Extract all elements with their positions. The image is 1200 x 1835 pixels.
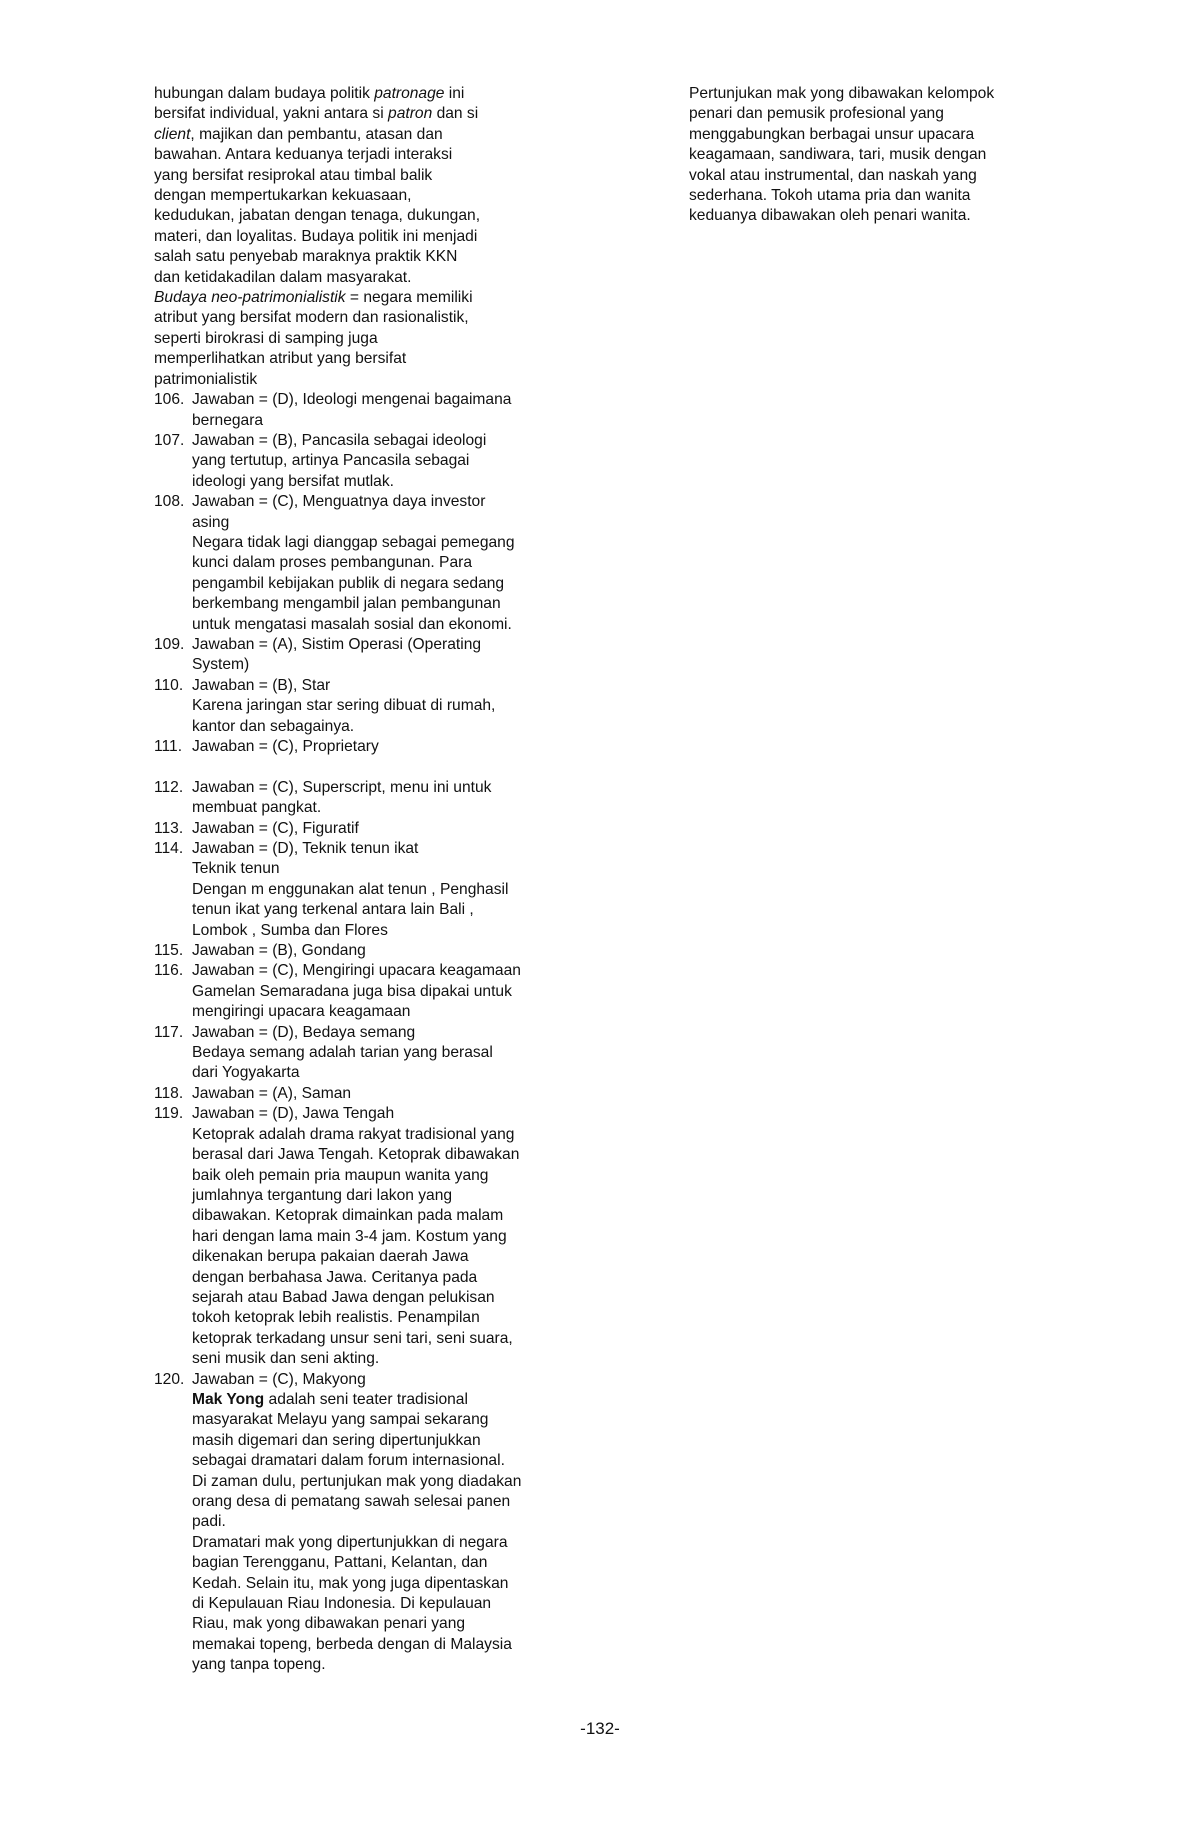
text-run: membuat pangkat. [192,799,322,817]
answer-item [154,1023,584,1084]
text-run: = negara memiliki [345,289,473,307]
text-line [192,1125,584,1145]
text-line [192,1288,584,1308]
text-run: padi. [192,1513,226,1531]
text-line [192,635,584,655]
text-run: hari dengan lama main 3-4 jam. Kostum yang [192,1227,507,1245]
text-run: bersifat individual, yakni antara si [154,105,389,123]
text-line [192,737,584,757]
text-line [154,268,584,288]
text-run: bawahan. Antara keduanya terjadi interaksi [154,146,453,164]
text-line [192,859,584,879]
text-run: mengiringi upacara keagamaan [192,1003,411,1021]
text-run: Bedaya semang adalah tarian yang berasal [192,1044,493,1062]
text-line [192,411,584,431]
text-run: seni musik dan seni akting. [192,1350,380,1368]
text-run: materi, dan loyalitas. Budaya politik ini menjadi [154,227,478,245]
answer-item [154,819,584,839]
text-line [154,288,584,308]
text-line [192,1145,584,1165]
answer-number: 111. [154,738,183,755]
text-run: Ketoprak adalah drama rakyat tradisional yang [192,1125,515,1143]
text-run: sejarah atau Babad Jawa dengan pelukisan [192,1288,495,1306]
text-line [192,1268,584,1288]
text-line [192,1574,584,1594]
text-line: vokal atau instrumental, dan naskah yang [689,166,977,184]
answer-body [192,778,584,819]
text-run: yang tertutup, artinya Pancasila sebagai [192,452,470,470]
text-line [192,574,584,594]
text-run: Teknik tenun [192,860,280,878]
text-line [192,1043,584,1063]
text-run: seperti birokrasi di samping juga [154,329,378,347]
text-line [192,615,584,635]
answer-item [154,1084,584,1104]
text-run: Dramatari mak yong dipertunjukkan di negara [192,1533,508,1551]
text-line [192,533,584,553]
text-line [192,1002,584,1022]
answer-number: 112. [154,778,184,796]
answer-body [192,1370,584,1676]
text-line [192,1349,584,1369]
text-line [192,655,584,675]
text-line [154,104,584,124]
right-column [689,84,1054,227]
text-run: kantor dan sebagainya. [192,717,355,735]
answer-number: 106. [154,391,185,409]
text-line [192,1329,584,1349]
answer-body [192,676,584,737]
text-run: untuk mengatasi masalah sosial dan ekonomi. [192,615,512,633]
italic-text: patron [388,105,433,123]
text-line [192,472,584,492]
text-line [154,206,584,226]
answer-number: 107. [154,431,185,449]
text-run: asing [192,513,230,531]
text-run: sebagai dramatari dalam forum internasional. [192,1452,505,1470]
text-line: keagamaan, sandiwara, tari, musik dengan [689,146,987,164]
text-run: ini [444,85,465,102]
text-run: System) [192,656,250,674]
answer-item [154,839,584,941]
answer-item [154,941,584,961]
text-run: tenun ikat yang terkenal antara lain Bali , [192,901,474,919]
text-line [154,308,584,328]
text-run: ideologi yang bersifat mutlak. [192,472,394,490]
text-line [192,594,584,614]
answer-body [192,635,584,676]
text-line [192,880,584,900]
italic-text: client [154,125,191,143]
answer-item [154,737,584,757]
text-run: Kedah. Selain itu, mak yong juga dipentaskan [192,1574,509,1592]
text-run: Jawaban = (D), Teknik tenun ikat [192,840,419,858]
text-line [192,1390,584,1410]
answer-item [154,676,584,737]
text-line: sederhana. Tokoh utama pria dan wanita [689,187,971,205]
text-line [192,1104,584,1124]
text-run: hubungan dalam budaya politik [154,85,375,102]
text-line [192,553,584,573]
text-run: Jawaban = (B), Star [192,676,331,694]
answer-number: 110. [154,676,184,694]
answer-number: 114. [154,840,184,858]
text-run: bagian Terengganu, Pattani, Kelantan, dan [192,1554,488,1572]
text-line [192,431,584,451]
text-line [192,1431,584,1451]
answer-body [192,1104,584,1369]
text-line [192,921,584,941]
text-run: pengambil kebijakan publik di negara sedang [192,574,505,592]
text-line [154,125,584,145]
text-line [154,247,584,267]
text-line [154,145,584,165]
text-line [192,961,584,981]
spacer [154,757,584,777]
answer-list [154,390,584,1676]
answer-body [192,961,584,1022]
text-line [192,1472,584,1492]
text-line [192,1063,584,1083]
text-run: dengan mempertukarkan kekuasaan, [154,187,412,205]
answer-number: 108. [154,493,185,511]
text-line [192,1533,584,1553]
answer-body [192,492,584,635]
text-line [192,1594,584,1614]
text-run: masyarakat Melayu yang sampai sekarang [192,1411,489,1429]
text-run: , majikan dan pembantu, atasan dan [190,125,443,143]
text-run: Jawaban = (C), Menguatnya daya investor [192,493,486,511]
text-run: bernegara [192,411,264,429]
text-run: Jawaban = (C), Makyong [192,1370,366,1388]
text-run: Jawaban = (D), Bedaya semang [192,1023,416,1041]
answer-item [154,492,584,635]
text-line [192,1023,584,1043]
text-line [192,1084,584,1104]
text-run: yang bersifat resiprokal atau timbal balik [154,166,433,184]
text-run: Gamelan Semaradana juga bisa dipakai untuk [192,982,512,1000]
text-line [192,1410,584,1430]
text-line [192,717,584,737]
text-line [154,329,584,349]
text-run: Lombok , Sumba dan Flores [192,921,388,939]
text-line: penari dan pemusik profesional yang [689,105,944,123]
text-run: Jawaban = (B), Pancasila sebagai ideologi [192,431,487,449]
text-run: memakai topeng, berbeda dengan di Malaysia [192,1635,512,1653]
text-line [192,1247,584,1267]
text-run: Negara tidak lagi dianggap sebagai pemegang [192,533,515,551]
answer-number: 113. [154,819,184,837]
answer-item [154,635,584,676]
text-run: yang tanpa topeng. [192,1656,326,1674]
text-run: ketoprak terkadang unsur seni tari, seni suara, [192,1329,513,1347]
intro-paragraph [154,84,584,390]
text-run: Jawaban = (C), Superscript, menu ini untuk [192,778,492,796]
text-line [192,1186,584,1206]
text-run: masih digemari dan sering dipertunjukkan [192,1431,481,1449]
text-run: Dengan m enggunakan alat tenun , Penghasil [192,880,509,898]
text-run: Di zaman dulu, pertunjukan mak yong diadakan [192,1472,522,1490]
text-run: di Kepulauan Riau Indonesia. Di kepulauan [192,1595,492,1613]
text-run: Jawaban = (D), Jawa Tengah [192,1105,395,1123]
answer-item [154,431,584,492]
text-line [154,166,584,186]
text-line [192,1492,584,1512]
text-run: dan ketidakadilan dalam masyarakat. [154,268,412,286]
text-line [192,492,584,512]
text-line [192,696,584,716]
text-line: keduanya dibawakan oleh penari wanita. [689,207,971,225]
text-run: jumlahnya tergantung dari lakon yang [192,1186,453,1204]
text-line: menggabungkan berbagai unsur upacara [689,125,975,143]
answer-number: 116. [154,962,184,980]
text-run: baik oleh pemain pria maupun wanita yang [192,1166,489,1184]
text-line [154,349,584,369]
text-run: kedudukan, jabatan dengan tenaga, dukungan, [154,207,481,225]
answer-body [192,819,584,839]
text-line [192,1614,584,1634]
answer-body [192,737,584,757]
text-line [192,1227,584,1247]
text-line [192,819,584,839]
text-run: memperlihatkan atribut yang bersifat [154,350,407,368]
italic-text: Budaya neo-patrimonialistik [154,289,346,307]
text-run: kunci dalam proses pembangunan. Para [192,554,472,572]
answer-number: 118. [154,1084,184,1102]
text-run: Jawaban = (C), Proprietary [192,738,379,755]
text-run: dibawakan. Ketoprak dimainkan pada malam [192,1207,504,1225]
text-line [192,778,584,798]
text-run: dengan berbahasa Jawa. Ceritanya pada [192,1268,478,1286]
text-run: orang desa di pematang sawah selesai panen [192,1493,511,1511]
answer-body [192,1023,584,1084]
answer-item [154,961,584,1022]
text-line [192,798,584,818]
answer-number: 117. [154,1023,184,1041]
answer-item [154,390,584,431]
answer-body [192,839,584,941]
text-run: berasal dari Jawa Tengah. Ketoprak dibawakan [192,1146,520,1164]
text-run: Jawaban = (A), Sistim Operasi (Operating [192,635,482,653]
answer-body [192,941,584,961]
text-line [154,227,584,247]
page-number: -132- [580,1719,620,1738]
answer-item [154,1370,584,1676]
text-line [192,941,584,961]
answer-number: 109. [154,635,185,653]
text-line [192,513,584,533]
text-run: dari Yogyakarta [192,1064,300,1082]
text-line [192,1308,584,1328]
text-line [192,982,584,1002]
text-line [154,186,584,206]
text-run: atribut yang bersifat modern dan rasionalistik, [154,309,469,327]
answer-item [154,778,584,819]
text-run: tokoh ketoprak lebih realistis. Penampilan [192,1309,480,1327]
text-line [192,900,584,920]
text-line [154,84,584,104]
text-line [192,1166,584,1186]
answer-number: 115. [154,942,184,960]
text-run: Jawaban = (B), Gondang [192,942,366,960]
text-run: Jawaban = (C), Figuratif [192,819,359,837]
text-line [192,1655,584,1675]
text-run: Riau, mak yong dibawakan penari yang [192,1615,466,1633]
text-run: salah satu penyebab maraknya praktik KKN [154,248,458,266]
right-paragraph [689,84,1054,227]
text-run: Karena jaringan star sering dibuat di rumah, [192,697,496,715]
answer-item [154,1104,584,1369]
text-line [154,370,584,390]
answer-number: 120. [154,1370,185,1388]
text-line [192,390,584,410]
text-run: Jawaban = (C), Mengiringi upacara keagamaan [192,962,521,980]
text-run: adalah seni teater tradisional [264,1390,468,1408]
text-line [192,1553,584,1573]
answer-body [192,431,584,492]
text-run: patrimonialistik [154,370,258,388]
text-line [192,1206,584,1226]
text-line [192,676,584,696]
answer-body [192,390,584,431]
text-line [192,1635,584,1655]
text-line: Pertunjukan mak yong dibawakan kelompok [689,85,995,102]
text-run: dan si [432,105,479,123]
bold-text: Mak Yong [192,1390,265,1408]
text-run: berkembang mengambil jalan pembangunan [192,595,501,613]
text-run: dikenakan berupa pakaian daerah Jawa [192,1248,469,1266]
text-line [192,1451,584,1471]
left-column [154,84,584,1676]
text-line [192,1370,584,1390]
answer-number: 119. [154,1105,184,1123]
text-run: Jawaban = (A), Saman [192,1084,352,1102]
text-line [192,451,584,471]
text-line [192,839,584,859]
text-run: Jawaban = (D), Ideologi mengenai bagaimana [192,391,512,409]
italic-text: patronage [374,85,445,102]
answer-body [192,1084,584,1104]
text-line [192,1512,584,1532]
